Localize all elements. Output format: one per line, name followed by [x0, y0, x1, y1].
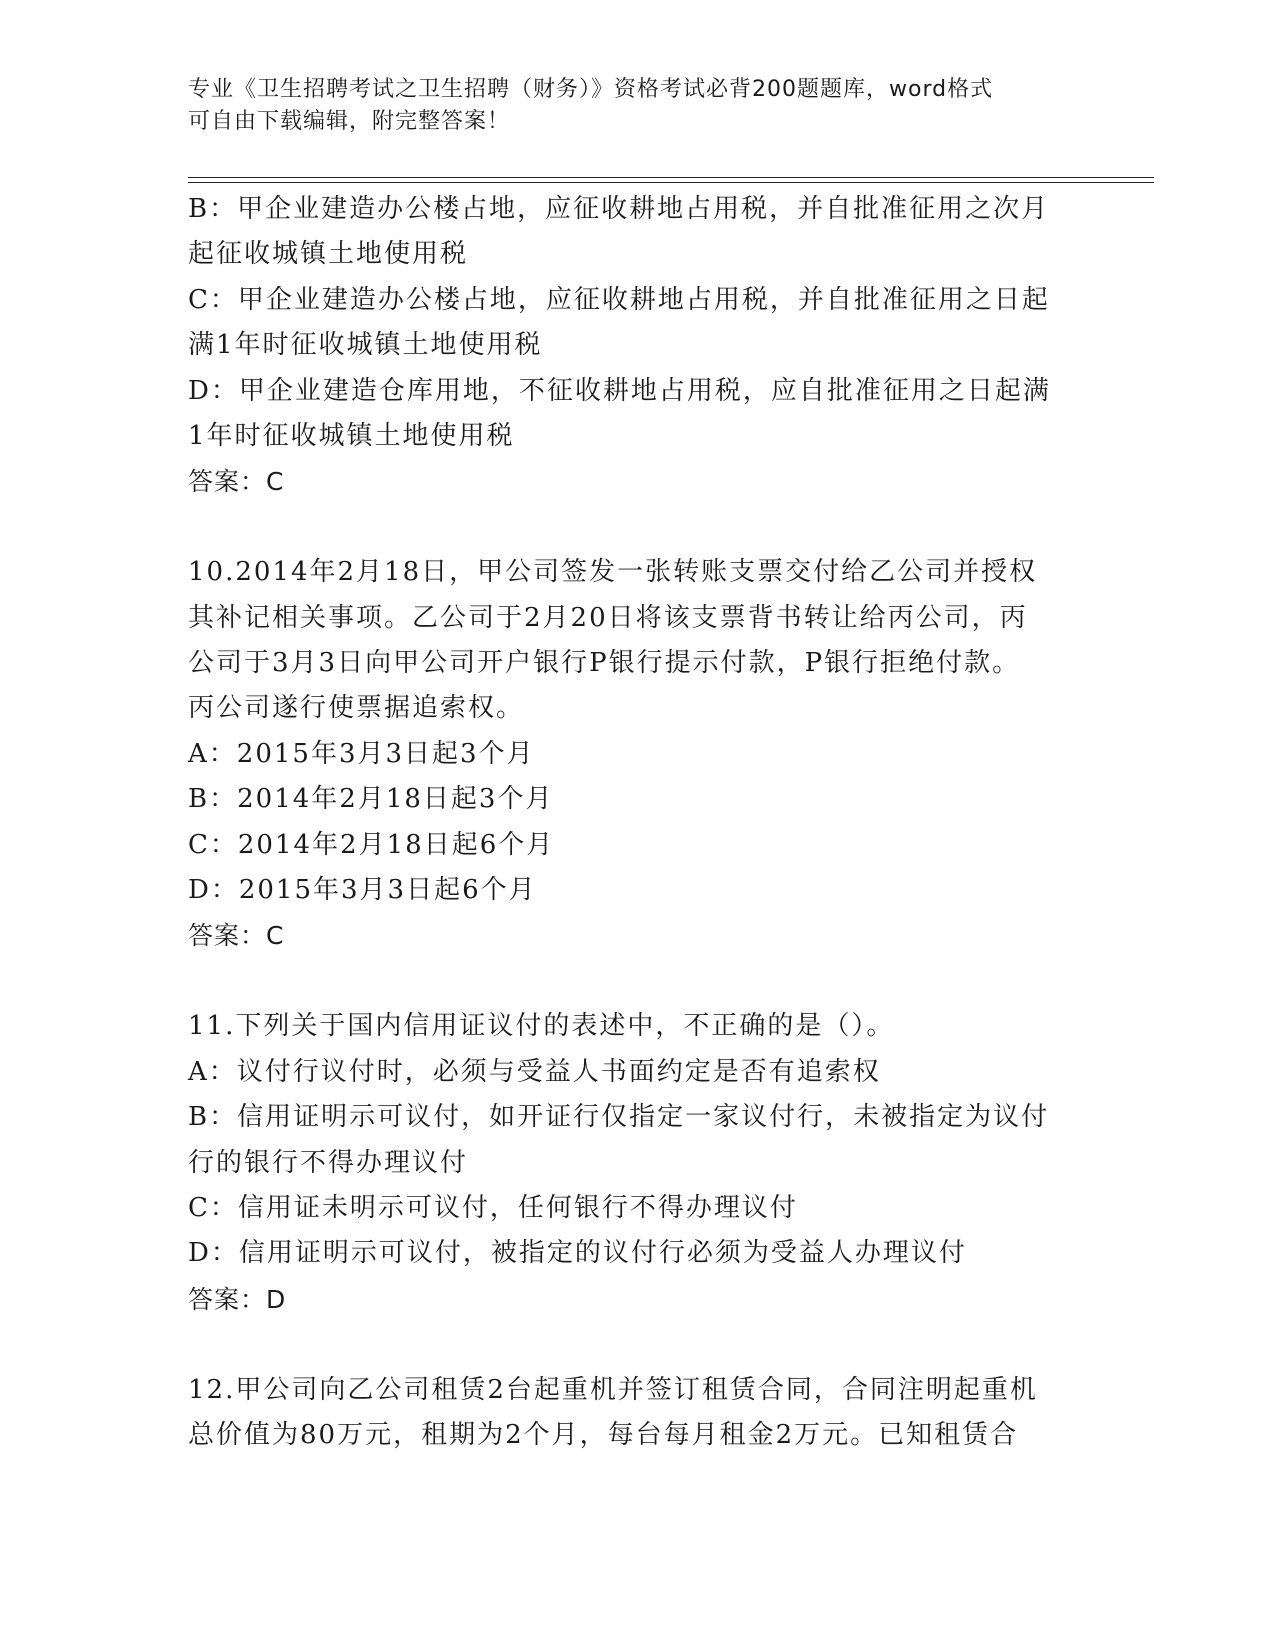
page-header — [188, 74, 1068, 138]
q11-option-d: D：信用证明示可议付，被指定的议付行必须为受益人办理议付 — [188, 1238, 967, 1269]
q10-option-b: B：2014年2月18日起3个月 — [188, 784, 554, 815]
q9-option-d-line-2: 1年时征收城镇土地使用税 — [188, 421, 515, 452]
q11-option-b-line-2: 行的银行不得办理议付 — [188, 1147, 469, 1178]
q10-stem-line-1: 10.2014年2月18日，甲公司签发一张转账支票交付给乙公司并授权 — [188, 557, 1038, 588]
q9-answer: 答案：C — [188, 467, 285, 497]
q11-stem-line-1: 11.下列关于国内信用证议付的表述中，不正确的是（）。 — [188, 1011, 895, 1042]
q10-option-c: C：2014年2月18日起6个月 — [188, 829, 555, 860]
header-divider — [188, 177, 1154, 183]
q9-option-c-line-2: 满1年时征收城镇土地使用税 — [188, 330, 543, 361]
spacer — [188, 505, 1088, 550]
q11-option-a: A：议付行议付时，必须与受益人书面约定是否有追索权 — [188, 1056, 881, 1087]
q11-option-c: C：信用证未明示可议付，任何银行不得办理议付 — [188, 1192, 798, 1223]
q9-option-b-line-1: B：甲企业建造办公楼占地，应征收耕地占用税，并自批准征用之次月 — [188, 194, 1050, 224]
q10-option-a: A：2015年3月3日起3个月 — [188, 738, 535, 769]
q9-option-b-line-2: 起征收城镇土地使用税 — [188, 239, 469, 270]
q10-stem-line-2: 其补记相关事项。乙公司于2月20日将该支票背书转让给丙公司，丙 — [188, 602, 1028, 633]
q11-option-b-line-1: B：信用证明示可议付，如开证行仅指定一家议付行，未被指定为议付 — [188, 1102, 1050, 1133]
header-line-2: 可自由下载编辑，附完整答案！ — [188, 109, 511, 134]
document-body — [188, 187, 1088, 1458]
q9-option-c-line-1: C：甲企业建造办公楼占地，应征收耕地占用税，并自批准征用之日起 — [188, 284, 1050, 315]
spacer — [188, 959, 1088, 1004]
q10-stem-line-4: 丙公司遂行使票据追索权。 — [188, 693, 525, 724]
q10-stem-line-3: 公司于3月3日向甲公司开户银行P银行提示付款，P银行拒绝付款。 — [188, 648, 1021, 679]
q11-answer: 答案：D — [188, 1284, 287, 1314]
q10-option-d: D：2015年3月3日起6个月 — [188, 875, 537, 906]
q10-answer: 答案：C — [188, 921, 285, 951]
spacer — [188, 1322, 1088, 1367]
q9-option-d-line-1: D：甲企业建造仓库用地，不征收耕地占用税，应自批准征用之日起满 — [188, 375, 1051, 406]
q12-stem-line-2: 总价值为80万元，租期为2个月，每台每月租金2万元。已知租赁合 — [188, 1419, 1019, 1450]
header-line-1: 专业《卫生招聘考试之卫生招聘（财务）》资格考试必背200题题库，word格式 — [188, 77, 994, 102]
q12-stem-line-1: 12.甲公司向乙公司租赁2台起重机并签订租赁合同，合同注明起重机 — [188, 1374, 1038, 1405]
